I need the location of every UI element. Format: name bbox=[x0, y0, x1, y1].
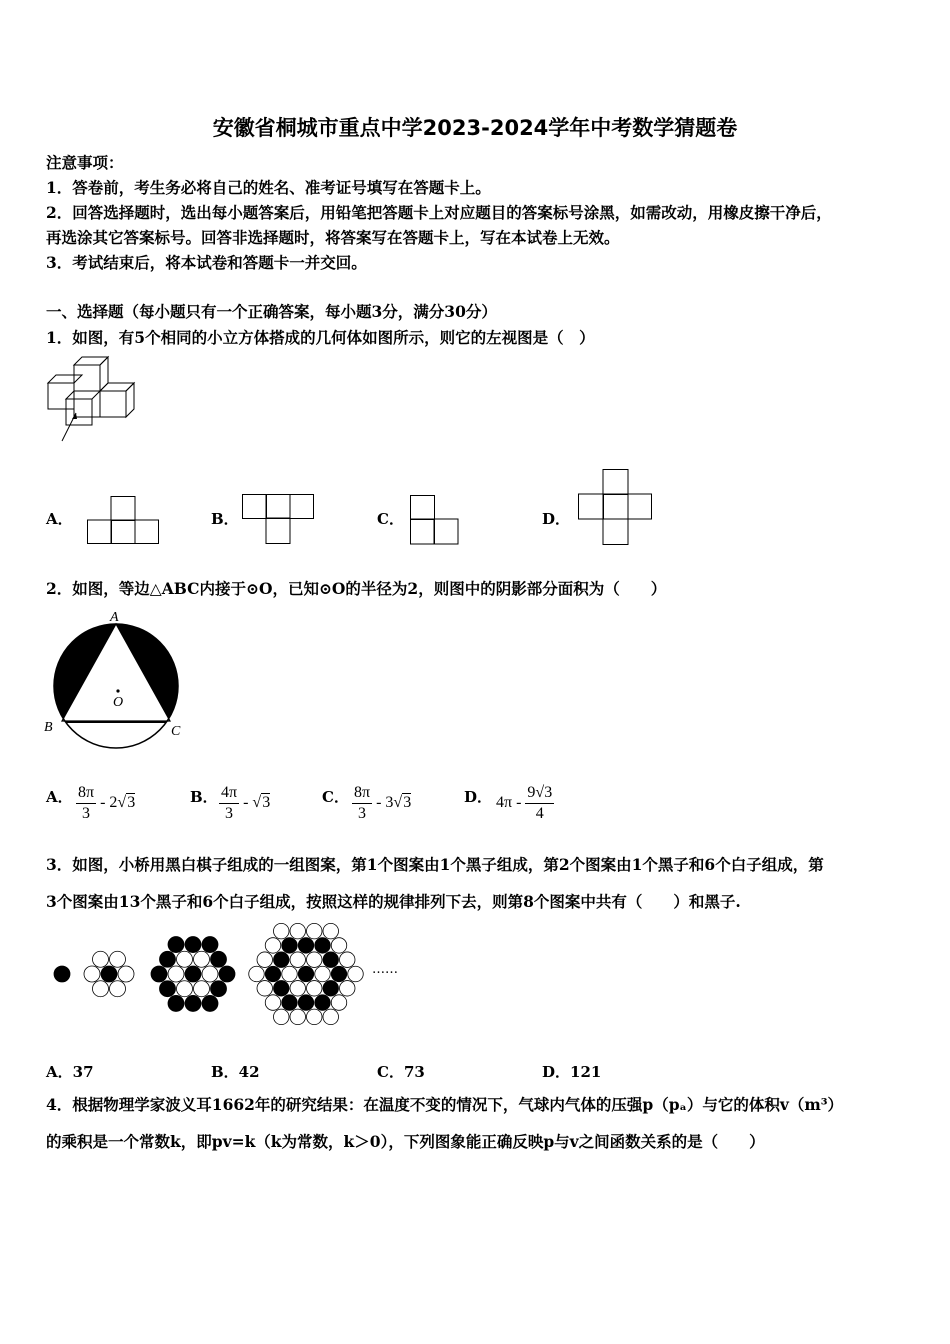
q1-cube-figure bbox=[46, 355, 136, 445]
pattern-4-stone bbox=[315, 995, 331, 1011]
pattern-4-stone bbox=[298, 995, 314, 1011]
pattern-4-stone bbox=[331, 995, 347, 1011]
q1-option-a-label: A． bbox=[46, 510, 73, 528]
pattern-4-stone bbox=[348, 966, 364, 982]
label-B: B bbox=[44, 720, 53, 735]
q2-option-c-label: C． bbox=[322, 788, 349, 806]
q1-option-d-label: D． bbox=[542, 510, 571, 528]
pattern-4-stone bbox=[315, 966, 331, 982]
q1-option-c-figure bbox=[410, 495, 460, 545]
pattern-3-stone bbox=[211, 981, 227, 997]
q2-option-c-expr: $\frac{8\pi}{3}$ - 3√3 bbox=[354, 784, 412, 822]
q2-option-a-label: A． bbox=[46, 788, 73, 806]
pattern-4-stone bbox=[265, 966, 281, 982]
label-A: A bbox=[110, 610, 119, 625]
pattern-4-stone bbox=[282, 995, 298, 1011]
q3-option-a: A．37 bbox=[46, 1063, 94, 1081]
pattern-3-stone bbox=[202, 937, 218, 953]
pattern-2-stone bbox=[101, 966, 117, 982]
pattern-3-stone bbox=[185, 995, 201, 1011]
pattern-3-stone bbox=[177, 981, 193, 997]
pattern-4-stone bbox=[323, 952, 339, 968]
notice-item: 1．答卷前，考生务必将自己的姓名、准考证号填写在答题卡上。 bbox=[46, 178, 491, 197]
pattern-3-stone bbox=[194, 981, 210, 997]
pattern-3-stone bbox=[194, 951, 210, 967]
pattern-4-stone bbox=[340, 981, 356, 997]
notice-item: 3．考试结束后，将本试卷和答题卡一并交回。 bbox=[46, 253, 367, 272]
q2-option-b-label: B． bbox=[190, 788, 218, 806]
q1-option-c-label: C． bbox=[377, 510, 404, 528]
label-C: C bbox=[171, 724, 181, 739]
pattern-4-stone bbox=[265, 995, 281, 1011]
question-4-line1: 4．根据物理学家波义耳1662年的研究结果：在温度不变的情况下，气球内气体的压强p（pₐ）与它的体积v（m³） bbox=[46, 1095, 844, 1114]
page-title: 安徽省桐城市重点中学2023-2024学年中考数学猜题卷 bbox=[212, 116, 738, 140]
pattern-3-stone bbox=[160, 981, 176, 997]
pattern-3-stone bbox=[151, 966, 167, 982]
q3-pattern-figure bbox=[48, 924, 408, 1024]
pattern-4-stone bbox=[298, 966, 314, 982]
notice-item: 2．回答选择题时，选出每小题答案后，用铅笔把答题卡上对应题目的答案标号涂黑，如需改动，用橡皮擦干净后， bbox=[46, 203, 832, 222]
pattern-4-stone bbox=[331, 966, 347, 982]
q1-option-b-figure bbox=[242, 494, 314, 544]
pattern-3-stone bbox=[219, 966, 235, 982]
q1-option-a-figure bbox=[87, 496, 159, 544]
pattern-3-stone bbox=[202, 995, 218, 1011]
pattern-4-stone bbox=[307, 952, 323, 968]
pattern-3-stone bbox=[177, 951, 193, 967]
pattern-4-stone bbox=[274, 981, 290, 997]
pattern-4-stone bbox=[290, 952, 306, 968]
pattern-4-stone bbox=[282, 938, 298, 954]
question-4-line2: 的乘积是一个常数k，即pv=k（k为常数，k＞0），下列图象能正确反映p与v之间函数关系的是（ ） bbox=[46, 1132, 765, 1151]
pattern-1-stone bbox=[54, 966, 70, 982]
pattern-2-stone bbox=[93, 951, 109, 967]
question-1-stem: 1．如图，有5个相同的小立方体搭成的几何体如图所示，则它的左视图是（ ） bbox=[46, 328, 595, 347]
q1-option-b-label: B． bbox=[211, 510, 239, 528]
pattern-4-stone bbox=[249, 966, 265, 982]
pattern-4-stone bbox=[307, 981, 323, 997]
pattern-4-stone bbox=[274, 952, 290, 968]
pattern-2-stone bbox=[118, 966, 134, 982]
pattern-4-stone bbox=[340, 952, 356, 968]
pattern-3-stone bbox=[202, 966, 218, 982]
pattern-4-stone bbox=[257, 952, 273, 968]
pattern-3-stone bbox=[168, 995, 184, 1011]
q3-ellipsis: …… bbox=[372, 962, 398, 977]
pattern-3-stone bbox=[168, 966, 184, 982]
q3-option-d: D．121 bbox=[542, 1063, 602, 1081]
pattern-2-stone bbox=[110, 981, 126, 997]
pattern-2-stone bbox=[110, 951, 126, 967]
pattern-3-stone bbox=[185, 966, 201, 982]
q2-option-d-expr: 4π - $\frac{9√3}{4}$ bbox=[496, 784, 553, 822]
notice-heading: 注意事项： bbox=[46, 153, 124, 172]
pattern-3-stone bbox=[185, 937, 201, 953]
label-O: O bbox=[113, 695, 124, 710]
pattern-4-stone bbox=[265, 938, 281, 954]
question-2-stem: 2．如图，等边△ABC内接于⊙O，已知⊙O的半径为2，则图中的阴影部分面积为（ ） bbox=[46, 579, 667, 598]
pattern-4-stone bbox=[257, 981, 273, 997]
q2-option-b-expr: $\frac{4\pi}{3}$ - √3 bbox=[221, 784, 271, 822]
question-3-line2: 3个图案由13个黑子和6个白子组成，按照这样的规律排列下去，则第8个图案中共有（ ）和黑子. bbox=[46, 892, 741, 911]
pattern-2-stone bbox=[93, 981, 109, 997]
pattern-3-stone bbox=[168, 937, 184, 953]
q3-option-c: C．73 bbox=[377, 1063, 425, 1081]
pattern-4-stone bbox=[323, 923, 339, 939]
pattern-4-stone bbox=[307, 1009, 323, 1025]
q1-option-d-figure bbox=[578, 469, 652, 545]
pattern-3-stone bbox=[160, 951, 176, 967]
pattern-4-stone bbox=[290, 1009, 306, 1025]
section-heading: 一、选择题（每小题只有一个正确答案，每小题3分，满分30分） bbox=[46, 302, 497, 321]
q2-option-d-label: D． bbox=[464, 788, 493, 806]
pattern-4-stone bbox=[274, 1009, 290, 1025]
q2-option-a-expr: $\frac{8\pi}{3}$ - 2√3 bbox=[78, 784, 136, 822]
pattern-4-stone bbox=[290, 923, 306, 939]
q2-circle-figure bbox=[40, 605, 190, 755]
pattern-4-stone bbox=[315, 938, 331, 954]
pattern-3-stone bbox=[211, 951, 227, 967]
pattern-4-stone bbox=[274, 923, 290, 939]
pattern-4-stone bbox=[323, 1009, 339, 1025]
pattern-4-stone bbox=[323, 981, 339, 997]
pattern-4-stone bbox=[290, 981, 306, 997]
q3-option-b: B．42 bbox=[211, 1063, 260, 1081]
pattern-4-stone bbox=[298, 938, 314, 954]
pattern-4-stone bbox=[331, 938, 347, 954]
pattern-4-stone bbox=[307, 923, 323, 939]
notice-item: 再选涂其它答案标号。回答非选择题时，将答案写在答题卡上，写在本试卷上无效。 bbox=[46, 228, 620, 247]
question-3-line1: 3．如图，小桥用黑白棋子组成的一组图案，第1个图案由1个黑子组成，第2个图案由1个黑子和6个白子组成，第 bbox=[46, 855, 824, 874]
pattern-2-stone bbox=[84, 966, 100, 982]
pattern-4-stone bbox=[282, 966, 298, 982]
